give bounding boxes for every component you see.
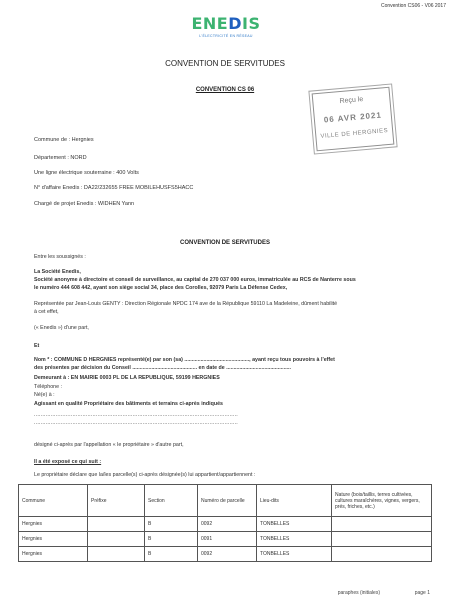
- logo-tagline: L'ÉLECTRICITÉ EN RÉSEAU: [199, 34, 253, 38]
- cell-numero: 0092: [198, 547, 257, 562]
- party-enedis-rep-2: à cet effet,: [34, 309, 59, 315]
- meta-departement: Département : NORD: [34, 155, 87, 161]
- cell-lieu-dit: TONBELLES: [257, 547, 332, 562]
- blank-line-2: ..........................................................................................................................: [34, 420, 238, 426]
- cell-nature: [332, 532, 432, 547]
- party-enedis-desc-1: Société anonyme à directoire et conseil de surveillance, au capital de 270 037 000 euros, immatriculée au RCS de Nanterre sous: [34, 277, 356, 283]
- owner-phone: Téléphone :: [34, 384, 62, 390]
- declaration-line: Le propriétaire déclare que la/les parcelle(s) ci-après désignée(s) lui appartient/appartiennent :: [34, 472, 256, 478]
- party-enedis-name: La Société Enedis,: [34, 269, 81, 275]
- enedis-logo: [190, 14, 262, 38]
- meta-charge-projet: Chargé de projet Enedis : WIDHEN Yann: [34, 201, 135, 207]
- owner-birthplace: Né(e) à :: [34, 392, 55, 398]
- cell-commune: Hergnies: [19, 517, 88, 532]
- table-row: [19, 532, 432, 547]
- parcels-table: [18, 484, 432, 562]
- party-enedis-desc-2: le numéro 444 608 442, ayant son siège social 34, place des Corolles, 92079 Paris La Défense Cedex,: [34, 285, 288, 291]
- received-stamp: Reçu le 06 AVR 2021 VILLE DE HERGNIES: [312, 87, 395, 152]
- owner-capacity: Agissant en qualité Propriétaire des bâtiments et terrains ci-après indiqués: [34, 401, 223, 407]
- exposed-heading: Il a été exposé ce qui suit :: [34, 459, 102, 465]
- owner-address: Demeurant à : EN MAIRIE 0003 PL DE LA REPUBLIQUE, 59199 HERGNIES: [34, 375, 220, 381]
- and-label: Et: [34, 343, 40, 349]
- cell-prefixe: [88, 532, 145, 547]
- page-title: CONVENTION DE SERVITUDES: [165, 59, 285, 68]
- col-prefixe: Préfixe: [88, 485, 145, 517]
- col-commune: Commune: [19, 485, 88, 517]
- initials-label: paraphes (initiales): [337, 590, 380, 596]
- col-numero: Numéro de parcelle: [198, 485, 257, 517]
- cell-numero: 0092: [198, 517, 257, 532]
- meta-ligne: Une ligne électrique souterraine : 400 Volts: [34, 170, 139, 176]
- col-lieu-dits: Lieu-dits: [257, 485, 332, 517]
- table-row: [19, 517, 432, 532]
- meta-affaire: N° d'affaire Enedis : DA22/232655 FREE MOBILEHUSFS5HACC: [34, 185, 194, 191]
- party-enedis-rep-1: Représentée par Jean-Louis GENTY : Direction Régionale NPDC 174 ave de la République 59110 La Madeleine, dûment habilité: [34, 301, 338, 307]
- col-nature: Nature (bois/taillis, terres cultivées, cultures maraîchères, vignes, vergers, prés, friches, etc.): [332, 485, 432, 517]
- table-header-row: [19, 485, 432, 517]
- cell-nature: [332, 547, 432, 562]
- convention-number: CONVENTION CS 06: [195, 87, 255, 93]
- document-reference: Convention CS06 - V06 2017: [380, 3, 446, 9]
- cell-section: B: [145, 547, 198, 562]
- blank-line-1: ..........................................................................................................................: [34, 412, 238, 418]
- cell-nature: [332, 517, 432, 532]
- party-enedis-designation: (« Enedis ») d'une part,: [34, 325, 89, 331]
- cell-lieu-dit: TONBELLES: [257, 517, 332, 532]
- owner-name-line-2: des présentes par décision du Conseil ............................................ en date de ............................................: [34, 365, 291, 371]
- col-section: Section: [145, 485, 198, 517]
- owner-designation: désigné ci-après par l'appellation « le propriétaire » d'autre part,: [34, 442, 184, 448]
- owner-name-line-1: Nom * : COMMUNE D HERGNIES représenté(e) par son (sa) ............................................, ayant reçu tous pouvoirs à l'effet: [34, 357, 335, 363]
- parties-intro: Entre les soussignés :: [34, 254, 86, 260]
- cell-prefixe: [88, 517, 145, 532]
- meta-commune: Commune de : Hergnies: [34, 137, 94, 143]
- cell-prefixe: [88, 547, 145, 562]
- logo-wordmark: ENEDIS: [191, 14, 261, 33]
- section-title: CONVENTION DE SERVITUDES: [180, 240, 270, 246]
- cell-section: B: [145, 517, 198, 532]
- cell-lieu-dit: TONBELLES: [257, 532, 332, 547]
- page-number: page 1: [414, 590, 430, 596]
- cell-numero: 0091: [198, 532, 257, 547]
- cell-commune: Hergnies: [19, 547, 88, 562]
- table-row: [19, 547, 432, 562]
- cell-section: B: [145, 532, 198, 547]
- cell-commune: Hergnies: [19, 532, 88, 547]
